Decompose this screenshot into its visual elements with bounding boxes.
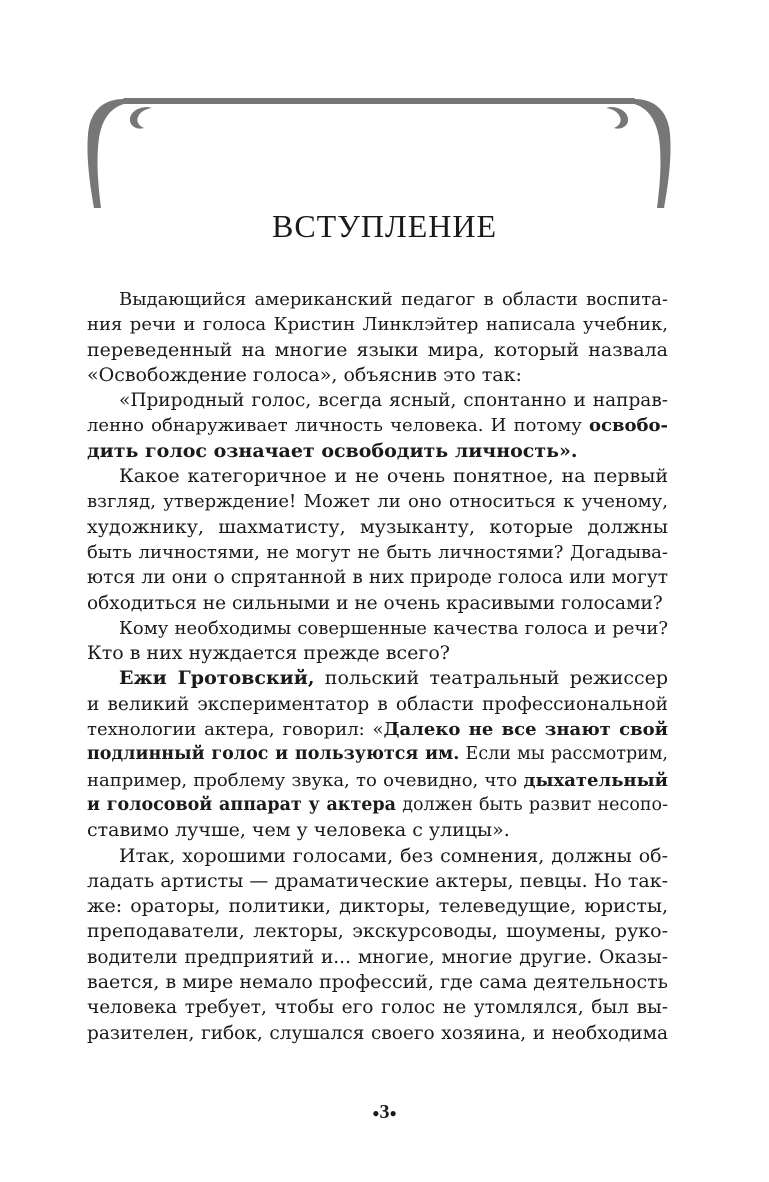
text-line: Кому необходимы совершенные качества голоса и речи?: [119, 617, 668, 639]
text-line: человека требует, чтобы его голос не утомлялся, был вы-: [87, 997, 668, 1019]
text-line: Какое категоричное и не очень понятное, на первый: [119, 465, 668, 488]
text-line: ленно обнаруживает личность человека. И потому освобо-: [87, 415, 668, 437]
text-line: ния речи и голоса Кристин Линклэйтер написала учебник,: [87, 314, 668, 336]
text-line: технологии актера, говорил: «Далеко не все знают свой: [87, 719, 668, 741]
text-line: и великий экспериментатор в области профессиональной: [87, 693, 668, 715]
text-line: Ежи Гротовский, польский театральный режиссер: [119, 667, 669, 690]
body-text: [87, 287, 668, 1046]
text-line: ставимо лучше, чем у человека с улицы».: [87, 819, 510, 842]
page-number: [0, 1101, 769, 1124]
text-line: взгляд, утверждение! Может ли оно относиться к ученому,: [87, 491, 668, 513]
bullet-dot-icon: ●: [389, 1105, 397, 1120]
text-line: например, проблему звука, то очевидно, что дыхательный: [87, 769, 668, 791]
text-line: обходиться не сильными и не очень красивыми голосами?: [87, 592, 663, 614]
text-line: переведенный на многие языки мира, который назвала: [87, 338, 668, 361]
text-line: Итак, хорошими голосами, без сомнения, должны об-: [119, 844, 668, 867]
text-line: «Природный голос, всегда ясный, спонтанно и направ-: [119, 390, 668, 412]
text-line: художнику, шахматисту, музыканту, которые должны: [87, 515, 668, 538]
text-line: Кто в них нуждается прежде всего?: [87, 642, 450, 665]
text-line: ладать артисты — драматические актеры, певцы. Но так-: [87, 869, 668, 892]
text-line: ются ли они о спрятанной в них природе голоса или могут: [87, 567, 668, 589]
text-line: подлинный голос и пользуются им. Если мы рассмотрим,: [87, 744, 668, 765]
text-line: водители предприятий и... многие, многие другие. Оказы-: [87, 946, 668, 968]
text-line: «Освобождение голоса», объяснив это так:: [87, 363, 522, 386]
chapter-title: ВСТУПЛЕНИЕ: [271, 208, 497, 244]
text-line: дить голос означает освободить личность».: [87, 439, 578, 462]
text-line: и голосовой аппарат у актера должен быть развит несопо-: [87, 794, 668, 815]
text-line: Выдающийся американский педагог в области воспита-: [119, 289, 668, 310]
page-number-value: 3: [379, 1101, 390, 1123]
bullet-dot-icon: ●: [372, 1105, 380, 1120]
text-line: преподаватели, лекторы, экскурсоводы, шоумены, руко-: [87, 920, 668, 943]
decorative-frame-ornament: [84, 94, 674, 212]
text-line: же: ораторы, политики, дикторы, телеведущие, юристы,: [87, 895, 668, 918]
text-line: вается, в мире немало профессий, где сама деятельность: [87, 971, 668, 994]
text-line: быть личностями, не могут не быть личностями? Догадыва-: [87, 541, 668, 563]
text-line: разителен, гибок, слушался своего хозяина, и необходима: [87, 1022, 668, 1044]
